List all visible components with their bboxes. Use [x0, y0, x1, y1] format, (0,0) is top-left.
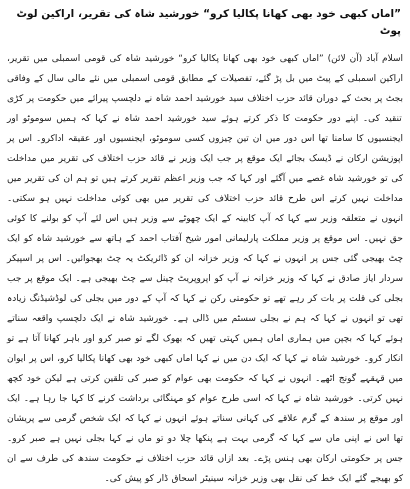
- article-line: کچھ نہیں کرتی۔ خورشید شاہ نے کہا کہ اسی طرح عوام کو مہنگائی برداشت کرنے کا کہا جا رہا ہے۔ ایک اور: [7, 374, 403, 424]
- article-line: متعلقہ وزیر سے کہا کہ آپ کابینہ کے ایک چھوٹے سے وزیر ہیں اس لئے آپ کو بولنے کا کوئی حق نہیں۔ اس موقع پر وزیر مملکت: [7, 214, 403, 244]
- article-line: بھوک لگے تو صبر کرو اور باہر کھانا آتا ہے تو انکار کرو۔ خورشید شاہ نے کہا کہ ایک دن میں نے کہا اماں کبھی خود بھی کھانا: [7, 334, 403, 364]
- article-line: اختلاف نے حکومت سندھ کی طرف سے ان کو بھیجے گئے ایک خط کی نقل بھی وزیر خزانہ سینیٹر اسحاق ڈار کو پیش کی۔: [7, 454, 403, 484]
- article-line: موقع پر جب ایک وزیر نے قائد حزب اختلاف کی تقریر میں مداخلت کی تو خورشید شاہ غصے میں آگئے اور کہا کہ جب وزیر اعظم تقریر کرتے: [7, 154, 404, 184]
- article-line: کہا کہ گرمی بہت ہے پنکھا چلا دو تو ماں نے کہا بجلی نہیں ہے صبر کرو۔ جس پر حکومتی ارکان بھی ہنس پڑے۔ بعد ازاں قائد حزب: [7, 434, 403, 464]
- article-line: گئے، تفصیلات کے مطابق قومی اسمبلی میں نئے مالی سال کے وفاقی بجٹ پر بحث کے دوران قائد حزب اختلاف سید خورشید احمد شاہ نے: [7, 74, 403, 104]
- article-headline: ”اماں کبھی خود بھی کھانا پکالیا کرو“ خورشید شاہ کی تقریر، اراکین لوٹ پوٹ: [16, 8, 401, 37]
- article-line: سسٹم میں ڈالی ہے۔ خورشید شاہ نے ایک دلچسپ واقعہ سناتے ہوئے کہا کہ بچپن میں ہماری اماں ہمیں کہتی تھیں کہ: [7, 314, 403, 344]
- article-line: موقع پر سندھ کے گرم علاقے کی کہانی سناتے ہوئے انہوں نے کہا کہ ایک شخص گرمی سے پریشان تھا اس نے اپنی ماں سے: [7, 414, 403, 444]
- article-line: ایجنسیوں کا سامنا تھا اس دور میں ان تین چیزوں کسی سوموٹو، ایجنسیوں اور عقیقہ اداکرو۔ اس پر اپوزیشن ارکان نے ڈیسک بجائے ایک: [7, 134, 403, 164]
- article-line: اسلام آباد (آن لائن) ”اماں کبھی خود بھی کھانا پکالیا کرو“ خورشید شاہ کی قومی اسمبلی میں تقریر، اراکین اسمبلی کے پیٹ میں بل پڑ: [7, 54, 404, 84]
- article-line: کی قلت پر بات کر رہے تھے تو حکومتی رکن نے کہا کہ آپ کے دور میں بجلی کی لوڈشیڈنگ زیادہ تھی تو انہوں نے کہا کہ ہم نے بجلی: [7, 294, 403, 324]
- article-line: ہیں تو ہم ان کی تقریر میں مداخلت نہیں کرتے اس طرح قائد حزب اختلاف کی تقریر میں بھی کوئی مداخلت نہیں ہو سکتی۔ انہوں نے: [7, 174, 403, 224]
- article-body: [7, 49, 404, 484]
- article-line: چٹ بھجوائیں۔ اس پر اسپیکر سردار ایاز صادق نے کہا کہ وزیر خزانہ نے آپ کو اپروپریٹ چینل سے چٹ بھیجی ہے۔ ایک موقع پر جب بجلی: [7, 254, 404, 304]
- article-line: دلچسپ پیرائے میں حکومت پر کڑی تنقید کی۔ اپنے دور حکومت کا ذکر کرتے ہوئے سید خورشید احمد شاہ نے کہا کہ ہمیں سوموٹو اور: [7, 94, 402, 124]
- article-line: پکالیا کرو، اس پر ایوان میں قہقہے گونج اٹھے۔ انہوں نے کہا کہ حکومت بھی عوام کو صبر کی تلقین کرتی ہے لیکن خود: [7, 354, 403, 384]
- article-line: پارلیمانی امور شیخ آفتاب احمد کے ہاتھ سے خورشید شاہ کو ایک چٹ بھیجی گئی جس پر انہوں نے کہا کہ وزیر خزانہ ان کو ڈائریکٹ یہ: [7, 234, 404, 264]
